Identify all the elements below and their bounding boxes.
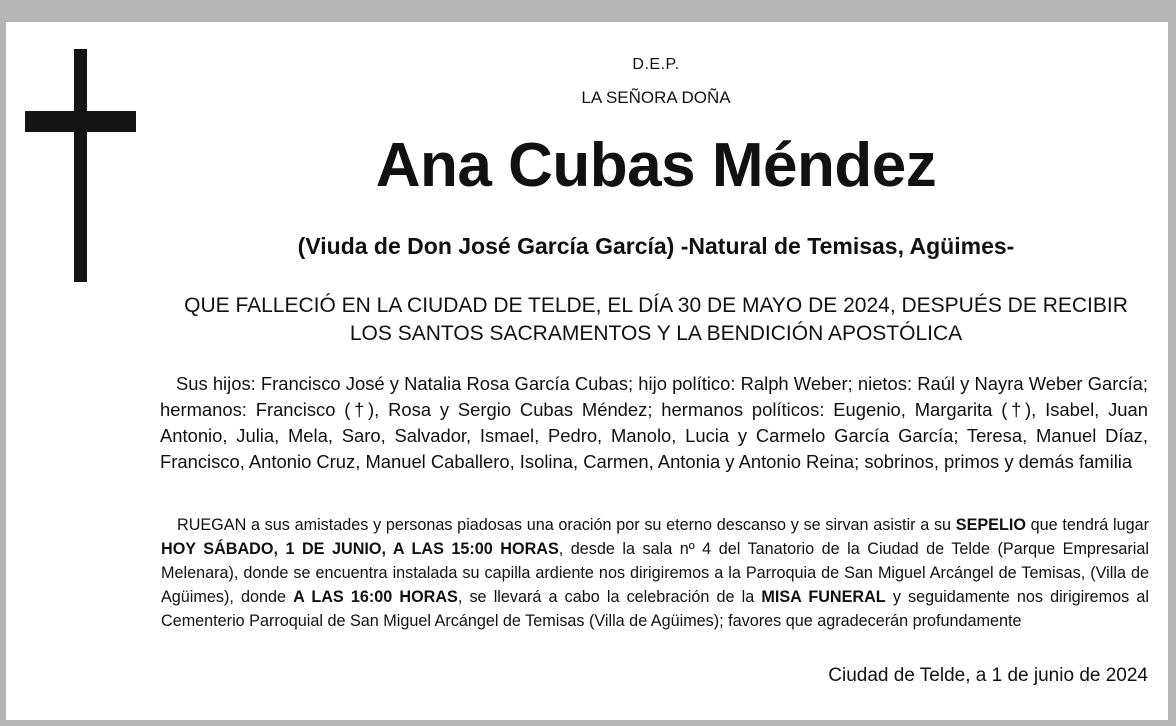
ruegan-text-2: que tendrá lugar	[1025, 516, 1149, 534]
cross-icon-bar	[25, 111, 136, 132]
sepelio-label: SEPELIO	[955, 516, 1026, 534]
announcement-line-1: QUE FALLECIÓ EN LA CIUDAD DE TELDE, EL DÍA 30 DE MAYO DE 2024, DESPUÉS DE RECIBIR	[184, 294, 1128, 317]
place-date-signoff: Ciudad de Telde, a 1 de junio de 2024	[828, 665, 1148, 686]
ruegan-text-5: y seguidamente nos dirigiremos al Cementerio Parroquial de San Miguel Arcángel de Temisas (Villa de Agüimes); favores que agradecerán profundamente	[161, 588, 1149, 630]
announcement-line-2: LOS SANTOS SACRAMENTOS Y LA BENDICIÓN APOSTÓLICA	[349, 322, 963, 345]
deceased-name: Ana Cubas Méndez	[375, 131, 937, 200]
mass-time: A LAS 16:00 HORAS	[293, 588, 458, 606]
obituary-notice	[6, 22, 1168, 720]
ruegan-text-4: , se llevará a cabo la celebración de la	[457, 588, 762, 606]
death-announcement	[136, 292, 1176, 348]
dep-heading: D.E.P.	[632, 56, 680, 73]
survivors-paragraph: Sus hijos: Francisco José y Natalia Rosa García Cubas; hijo político: Ralph Weber; nietos: Raúl y Nayra Weber García; hermanos: Francisco (†), Rosa y Sergio Cubas Méndez; hermanos políticos: Eugenio, Margarita (†), Isabel, Juan Antonio, Julia, Mela, Saro, Salvador, Ismael, Pedro, Manolo, Lucia y Carmelo García García; Teresa, Manuel Díaz, Francisco, Antonio Cruz, Manuel Caballero, Isolina, Carmen, Antonia y Antonio Reina; sobrinos, primos y demás familia	[160, 373, 1148, 472]
deceased-subtitle: (Viuda de Don José García García) -Natural de Temisas, Agüimes-	[297, 233, 1015, 259]
honorific: LA SEÑORA DOÑA	[581, 88, 731, 107]
burial-date-time: HOY SÁBADO, 1 DE JUNIO, A LAS 15:00 HORAS	[161, 540, 559, 558]
misa-funeral-label: MISA FUNERAL	[761, 588, 886, 606]
ruegan-text-1: RUEGAN a sus amistades y personas piadosas una oración por su eterno descanso y se sirvan asistir a su	[177, 516, 956, 534]
ruegan-text-3: , desde la sala nº 4 del Tanatorio de la Ciudad de Telde (Parque Empresarial Melenara), donde se encuentra instalada su capilla ardiente nos dirigiremos a la Parroquia de San Miguel Arcángel de Temisas, (Villa de Agüimes), donde	[161, 540, 1150, 606]
service-details-paragraph	[161, 513, 1149, 633]
